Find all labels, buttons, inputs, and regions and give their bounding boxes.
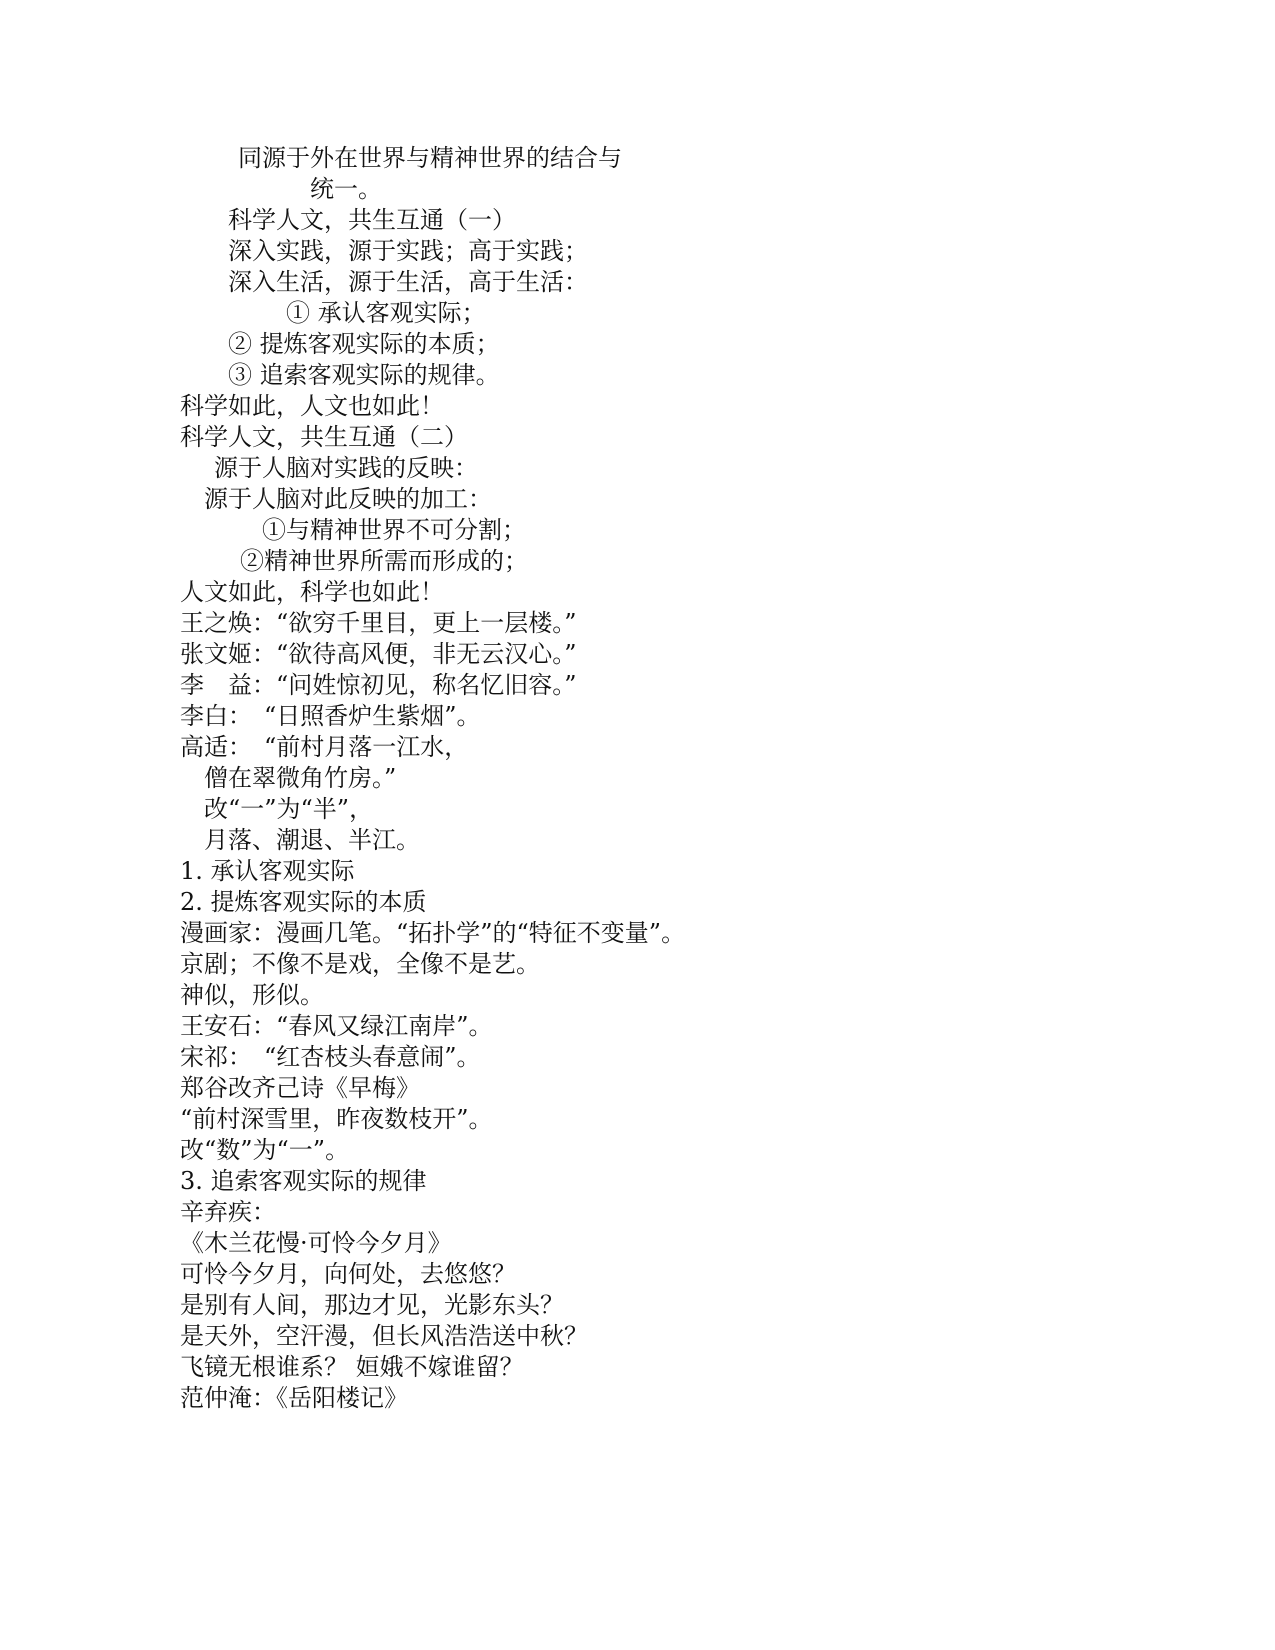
- text-line: 改“数”为“一”。: [180, 1136, 350, 1164]
- poem-line: 飞镜无根谁系？ 姮娥不嫁谁留？: [180, 1353, 524, 1381]
- text-line: 郑谷改齐己诗《早梅》: [180, 1074, 420, 1102]
- text-line: 统一。: [310, 175, 382, 203]
- quote-line: 李白： “日照香炉生紫烟”。: [180, 702, 481, 730]
- text-line: 月落、潮退、半江。: [204, 826, 420, 854]
- quote-line: 宋祁： “红杏枝头春意闹”。: [180, 1043, 481, 1071]
- text-line: 辛弃疾：: [180, 1198, 276, 1226]
- text-line: 漫画家：漫画几笔。“拓扑学”的“特征不变量”。: [180, 919, 686, 947]
- quote-line: “前村深雪里，昨夜数枝开”。: [180, 1105, 493, 1133]
- text-line: 源于人脑对实践的反映：: [214, 454, 478, 482]
- poem-title: 《木兰花慢·可怜今夕月》: [180, 1229, 452, 1257]
- numbered-heading: 3. 追索客观实际的规律: [180, 1167, 427, 1195]
- poem-line: 是天外，空汗漫，但长风浩浩送中秋？: [180, 1322, 588, 1350]
- poem-line: 是别有人间，那边才见，光影东头？: [180, 1291, 564, 1319]
- text-line: 深入实践，源于实践；高于实践；: [228, 237, 588, 265]
- text-line: 深入生活，源于生活，高于生活：: [228, 268, 588, 296]
- numbered-heading: 2. 提炼客观实际的本质: [180, 888, 427, 916]
- text-line: 神似，形似。: [180, 981, 324, 1009]
- poem-line: 可怜今夕月，向何处，去悠悠？: [180, 1260, 516, 1288]
- text-line: 京剧；不像不是戏，全像不是艺。: [180, 950, 540, 978]
- quote-line: 王之焕：“欲穷千里目，更上一层楼。”: [180, 609, 577, 637]
- list-item: ①与精神世界不可分割；: [262, 516, 526, 544]
- quote-line: 高适： “前村月落一江水，: [180, 733, 469, 761]
- quote-line: 李 益：“问姓惊初见，称名忆旧容。”: [180, 671, 577, 699]
- list-item: ① 承认客观实际；: [286, 299, 486, 327]
- text-line: 源于人脑对此反映的加工：: [204, 485, 492, 513]
- text-line: 改“一”为“半”，: [204, 795, 374, 823]
- quote-line: 王安石：“春风又绿江南岸”。: [180, 1012, 493, 1040]
- list-item: ②精神世界所需而形成的；: [240, 547, 528, 575]
- list-item: ③ 追索客观实际的规律。: [228, 361, 500, 389]
- text-line: 同源于外在世界与精神世界的结合与: [238, 144, 622, 172]
- section-heading: 科学人文，共生互通（一）: [228, 206, 516, 234]
- text-line: 人文如此，科学也如此！: [180, 578, 444, 606]
- section-heading: 科学人文，共生互通（二）: [180, 423, 468, 451]
- numbered-heading: 1. 承认客观实际: [180, 857, 355, 885]
- list-item: ② 提炼客观实际的本质；: [228, 330, 500, 358]
- quote-line: 僧在翠微角竹房。”: [204, 764, 397, 792]
- text-line: 科学如此，人文也如此！: [180, 392, 444, 420]
- text-line: 范仲淹：《岳阳楼记》: [180, 1384, 408, 1412]
- quote-line: 张文姬：“欲待高风便，非无云汉心。”: [180, 640, 577, 668]
